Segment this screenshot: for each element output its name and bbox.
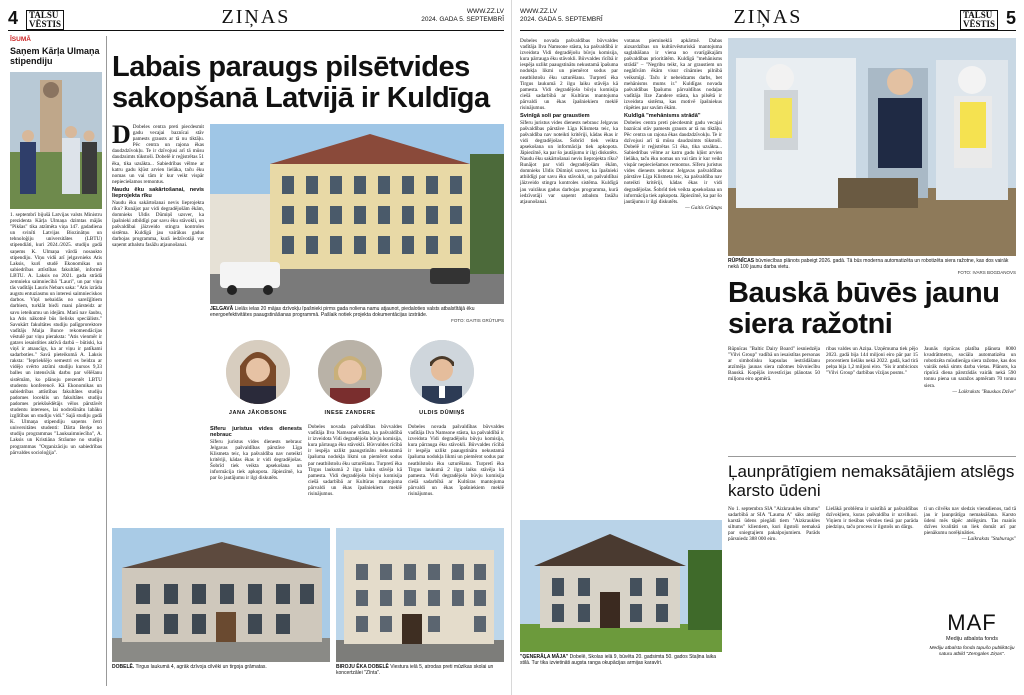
section-title: ZIŅAS bbox=[733, 6, 803, 28]
article-text: Dobeles centra preti piecdesmit gadu vecajai baznīcai stāv pamests grausts ar tā nu tiktāļu. Pēc centra un rajona ēkas daudzdzīvokļu. Te ir dzīvojusi arī tā mūsu daudzsimts tūkstoši. Dobelē ir reģistrētas 51 ēka, tika uzsākta... Sabiedrības vēlme ar katru gadu kļūst arvien lielāka, taču ēku nomas un vai tām ir kur veikt vispār nepieciešamos remontus. bbox=[112, 124, 204, 185]
portrait-jana bbox=[226, 340, 290, 404]
generala-maja-caption bbox=[520, 654, 722, 666]
article-text: Naudu ēku sakārtošanai nevis lieprojekta rīku? Runājot par vidi degradējošām ēkām, domnieks Uldis Dūmiņš uzsver, ka īpašnieki atbildīgi par savu ēku stāvokli, un pašvaldībai jāizveido stingra kontroles sistēma. Kuldīgā jau vairākus gadus darbojas programma, kurā iedzīvotāji var saņemt atbalstu fasāžu atjaunošanai. bbox=[520, 156, 618, 205]
caption-label: DOBELĒ. bbox=[112, 664, 135, 670]
maf-name: Mediju atbalsta fonds bbox=[946, 636, 998, 642]
subhead-siferu: Sīferu juristus vides dienests nebrauc bbox=[210, 426, 302, 439]
article-text: Sīferu juristus vides dienests nebrauc Jelgavas pašvaldības pārstāve Līga Klismeta teic, ka pašvaldība nav noteikti kritēriji, kādas ēkas ir vidi degradējošas. Šobrīd tiek veikta apsekošana un informācija tiek apkopota. Jāpiezīmē, ka par šo jautājumu ir ilgi diskutēts. bbox=[520, 119, 618, 156]
caption-text: būvniecības plānots pabeigt 2026. gadā. Tā būs moderna automatizēta un robotizēta siera ražotne, kas dos vairāk nekā 100 jaunu darba vietu. bbox=[728, 258, 1009, 270]
office-photo bbox=[336, 528, 504, 662]
caption-text: Tirgus laukumā 4, agrāk dzīvoja cilvēki un tirgoja grāmatas. bbox=[135, 664, 267, 670]
subhead-svinigakoli: Svinīgā soli par graustiem bbox=[520, 113, 590, 120]
water-column-3 bbox=[924, 506, 1016, 606]
sidebar-photo bbox=[10, 72, 102, 209]
article-text: Jaunās ripnīcas platība plānota 8000 kvadrātmetru, sociāla automatizēta un robotizēta mūsdienīga siera ražotne, kas dos vairāk nekā simts darba vietas. Plānots, ka ripnīcā diena pārstrādās vairāk nekā 590 tonnu piena un saražos apmēram 70 tonnu siera. bbox=[924, 346, 1016, 389]
maf-logo: MAF bbox=[947, 610, 997, 635]
caption-label: JELGAVĀ bbox=[210, 306, 234, 312]
person-name-3: ULDIS DŪMIŅŠ bbox=[419, 410, 465, 416]
newspaper-logo: TALSU VĒSTIS bbox=[26, 10, 64, 30]
meta-url: WWW.ZZ.LV bbox=[466, 8, 504, 15]
article-text: votanas piemineklā apkārtnē. Dabas aizsardzības un kultūrvēsturiskā mantojuma saglabāšana ir viena no svarīgākajām pašvaldības prioritātēm. Kuldīgā "mehānisms strādā" – "Negribu teikt, ka ar graustiem un negātīvām ēkām visur cīnāmies pilnībā veiksmīgi. Taču ir nebeidzams darbs, bet mehānisms mums ir." Kuldīgas novada pašvaldības Īpašumu pārvaldības nodaļas vadītāja Ilze Zandere stāsta, ka pilsētā ir izveidota sistēma, kas motivē īpašniekus rūpēties par savām ēkām. bbox=[624, 38, 722, 112]
caption-text: Viestura ielā 5, atrodas preti mūzikas skolai un koncertzālei "Zīnta". bbox=[336, 664, 494, 676]
article-text: Dobeles novada pašvaldības būvvaldes vadītāja Ilva Namsone stāsta, ka pašvaldībā ir izveidota Vidi degradējošu būvju komisija, kura pārrauga ēku stāvokli. Būvvaldes rīcībā ir iespēja uzlikt paaugstinātu nekustamā īpašuma nodokļa likmi un piemērot sodus par neatbilstošu ēku uzturēšanu. Turpretī ēka Tirgus laukumā 2 ilgu laiku stāvēja kā pamesta. Vidi degradējošo būvju komisija ciešā sadarbībā ar Kultūras mantojuma pārvaldi un ēkas īpašniekiem meklē risinājumus. bbox=[520, 38, 618, 112]
article-text: Dobeles novada pašvaldības būvvaldes vadītāja Ilva Namsone stāsta, ka pašvaldībā ir izveidota Vidi degradējošu būvju komisija, kura pārrauga ēku stāvokli. Būvvaldes rīcībā ir iespēja uzlikt paaugstinātu nekustamā īpašuma nodokļa likmi un piemērot sodus par neatbilstošu ēku uzturēšanu. Turpretī ēka Tirgus laukumā 2 ilgu laiku stāvēja kā pamesta. Vidi degradējošo būvju komisija ciešā sadarbībā ar Kultūras mantojuma pārvaldi un ēkas īpašniekiem meklē risinājumus. bbox=[308, 424, 402, 498]
sidebar-headline: Saņem Kārļa Ulmaņa stipendiju bbox=[10, 46, 100, 66]
caption-label: RŪPNĪCAS bbox=[728, 258, 755, 264]
article-text: Sīferu juristus vides dienests nebrauc Jelgavas pašvaldības pārstāve Līga Klismeta teic, ka pašvaldība nav noteikti kritēriji, kādas ēkas ir vidi degradējošas. Šobrīd tiek veikta apsekošana un informācija tiek apkopota. Jāpiezīmē, ka par šo jautājumu ir ilgi diskutēts. bbox=[624, 162, 722, 205]
caption-label: BIROJU ĒKA DOBELĒ bbox=[336, 664, 389, 670]
dobele-photo bbox=[112, 528, 330, 662]
section-rule bbox=[728, 456, 1016, 457]
section-title: ZIŅAS bbox=[221, 6, 291, 28]
article-column-2 bbox=[210, 424, 302, 520]
office-caption bbox=[336, 664, 504, 676]
headline-karstais-udens: Ļaunprātīgiem nemaksātājiem atslēgs karsto ūdeni bbox=[728, 462, 1015, 500]
caption-text: Lielās ielas 20 mājas dzīvokļu īpašnieki pirms gada noliena namu atjaunot, piedaloties valsts atbalstītājā ēku energoefektivitātes paaugstināšanas programmā. Pašlaik notiek projekta dokumentācijas izstrāde. bbox=[210, 306, 475, 318]
article-signature: — Laikraksts "Bauskas Dzīve" bbox=[952, 388, 1016, 395]
drop-cap: D bbox=[112, 124, 131, 149]
header-rule bbox=[520, 30, 1016, 31]
generala-maja-photo bbox=[520, 520, 722, 652]
page-header bbox=[512, 6, 1024, 28]
article-text: Sīferu juristus vides dienests nebrauc Jelgavas pašvaldības pārstāve Līga Klismeta teic, ka pašvaldība nav noteikti kritēriji, kādas ēkas ir vidi degradējošas. Šobrīd tiek veikta apsekošana un informācija tiek apkopota. Jāpiezīmē, ka par šo jautājumu ir ilgi diskutēts. bbox=[210, 438, 302, 482]
water-column-1: No 1. septembra SIA "Aizkraukles siltums" sadarbībā ar SIA "Lauma A" sāks atslēgt karstā ūdens piegādi tiem "Aizkraukles siltums" klientiem, kuri ilgstoši nemaksā par sniegtajiem pakalpojumiem. Parāds pārsniedz 388 000 eiro. bbox=[728, 506, 820, 543]
portrait-uldis bbox=[410, 340, 474, 404]
factory-caption bbox=[728, 258, 1016, 276]
newspaper-logo: TALSU VĒSTIS bbox=[960, 10, 998, 30]
person-name-2: INESE ZANDERE bbox=[324, 410, 376, 416]
portrait-inese bbox=[318, 340, 382, 404]
caption-text: Dobelē, Skolas ielā 9, būvēta 20. gadsimta 50. gados Staļina laika stilā. Tur tika izvietināti augsta ranga okupācijas armijas karavīri. bbox=[520, 654, 717, 666]
article-text: ti un cilvēks nav sledzis viensdienos, tad tā jau ir ļaunprātīga nemaksāšana. Karsto ūdeni mēs tāpēc atslēgsim. Tas mainīs dzīves kvalitāti un liek domāt arī par pienākumu norēķināties. bbox=[924, 506, 1016, 537]
article-text: Dobeles centra preti piecdesmit gadu vecajai baznīcai stāv pamests grausts ar tā nu tiktāļu. Pēc centra un rajona ēkas daudzdzīvokļu. Te ir dzīvojusi arī tā mūsu daudzsimts tūkstoši. Dobelē ir reģistrētas 51 ēka, tika uzsākta... Sabiedrības vēlme ar katru gadu kļūst arvien lielāka, taču ēku nomas un vai tām ir kur veikt vispār nepieciešamos remontus. bbox=[624, 119, 722, 169]
article-text: Dobeles novada pašvaldības būvvaldes vadītāja Ilva Namsone stāsta, ka pašvaldībā ir izveidota Vidi degradējošu būvju komisija, kura pārrauga ēku stāvokli. Būvvaldes rīcībā ir iespēja uzlikt paaugstinātu nekustamā īpašuma nodokļa likmi un piemērot sodus par neatbilstošu ēku uzturēšanu. Turpretī ēka Tirgus laukumā 2 ilgu laiku stāvēja kā pamesta. Vidi degradējošo būvju komisija ciešā sadarbībā ar Kultūras mantojuma pārvaldi un ēkas īpašniekiem meklē risinājumus. bbox=[408, 424, 504, 498]
continuation-column-1 bbox=[520, 38, 618, 516]
right-page bbox=[512, 0, 1024, 695]
bauska-column-1: Rūpnīcas "Baltic Dairy Board" iesniedzēja "Vilvi Group" vadībā un iesaistītas personas ar simbolisku kapsulas iestrādāšanu atzīmēja jaunas siera ražotnes būvniecību Bauskā. Kopējās investīcijas plānotas 50 miljonu eiro apmērā. bbox=[728, 346, 820, 383]
dobele-caption bbox=[112, 664, 330, 670]
subhead-kuldiga: Kuldīgā "mehānisms strādā" bbox=[624, 113, 701, 120]
water-column-2: Lielākā problēma ir saistībā ar pašvaldības dzīvokļiem, kuras pašvaldība ir uzvilkusi. Viņiem ir tiesības vērsties tiesā par parāda piedziņu, taču process ir ilgstošs un dārgs. bbox=[826, 506, 918, 531]
page-header bbox=[0, 6, 512, 28]
column-divider bbox=[106, 36, 107, 686]
article-column-1 bbox=[112, 124, 204, 520]
caption-label: "ĢENERĀĻA MĀJA" bbox=[520, 654, 569, 660]
sidebar-kicker: ĪSUMĀ bbox=[10, 36, 31, 43]
jelgava-photo bbox=[210, 124, 504, 304]
bauska-column-3 bbox=[924, 346, 1016, 450]
article-signature: — Laikraksts "Staburags" bbox=[961, 536, 1016, 543]
main-headline: Labais paraugs pilsētvides sakopšanā Latvijā ir Kuldīga bbox=[112, 51, 490, 114]
factory-photo bbox=[728, 38, 1016, 256]
maf-note: Mediju atbalsta fonda tapušo publikāciju saturu atbild "Zemgales Ziņas". bbox=[929, 646, 1015, 657]
meta-date: 2024. GADA 5. SEPTEMBRĪ bbox=[421, 16, 504, 23]
photo-credit: FOTO: IVARS BOGDANOVS bbox=[957, 270, 1016, 275]
person-name-1: JANA JĀKOBSONE bbox=[228, 410, 288, 416]
page-number: 5 bbox=[1005, 8, 1016, 28]
jelgava-caption bbox=[210, 306, 504, 324]
photo-credit: FOTO: GAITIS GRŪTUPS bbox=[451, 318, 504, 323]
article-signature: — Gaitis Grūtups bbox=[685, 204, 722, 211]
article-text: Naudu ēku sakārtošanai nevis lieprojekta rīku? Runājot par vidi degradējošām ēkām, domnieks Uldis Dūmiņš uzsver, ka īpašnieki atbildīgi par savu ēku stāvokli, un pašvaldībai jāizveido stingra kontroles sistēma. Kuldīgā jau vairākus gadus darbojas programma, kurā iedzīvotāji var saņemt atbalstu fasāžu atjaunošanai. bbox=[112, 199, 204, 249]
header-rule bbox=[8, 30, 504, 31]
headline-bauska: Bauskā būvēs jaunu siera ražotni bbox=[728, 277, 1000, 340]
article-column-3 bbox=[308, 424, 402, 520]
subhead-naudu: Naudu ēku sakārtošanai, nevis lieprojekta rīku bbox=[112, 186, 204, 200]
header-meta bbox=[421, 8, 504, 24]
continuation-column-2 bbox=[624, 38, 722, 516]
meta-url: WWW.ZZ.LV bbox=[520, 8, 558, 15]
page-number: 4 bbox=[8, 8, 19, 28]
article-column-4 bbox=[408, 424, 504, 520]
bauska-column-2: ribas valdes un Aziņa. Uzņēmuma tiek pējo 2023. gadā bija 144 miljoni eiro pār par 15 procentiem lielāks nekā 2022. gadā, kad tirā pelņa bija 1,2 miljoni eiro. "Sis ir ambiciozs "Vilvi Group" darbības vīzijas posms." bbox=[826, 346, 918, 377]
meta-date: 2024. GADA 5. SEPTEMBRĪ bbox=[520, 16, 603, 23]
sidebar-text: 1. septembrī bijušā Latvijas valsts Ministru prezidenta Kārļa Ulmaņa dzimtas mājās "Pikšas" tika atzīmēta viņa 147. gadadiena un svinīti Latvijas Biozinātņu un tehnoloģiju universitātes (LBTU) stipendiāti, kuri 2024./2025. studiju gadā saņems K. Ulmaņa vārdā nosaukto stipendiju. Viņu vidū arī jelgavnieks Atis Laksis, kurš studē Ekonomikas un sabiedrības attīstības fakultātē, informē LBTU. A. Laksis no 2021. gada strādā zemnieku saimniecībā "Lauri", un par viņu tās vadītājs Lauris Nebars saka: "Atis izrāda augstu entuziasmu un interesi saimnieciskos darbos. Viņš nebaidās no sarežģītiem darbiem, turklāt bieži mani pārsteidz ar savu ieteikumu un idejām. Manī nav šaubu, ka Atis nākotnē būs lielisks speciālists." Savukārt fakultātes studiju palīgprorektore vadītājs Maija Bunce rekomendācijas vēstulē par viņu pieraksta: "Atis vienmēr ir gatavs iesaistīties aktīvā darbā – būtiski, ka viņš ir atsaucīgs, ka ar viņu ir patīkami sadarboties." Savā pieteikumā A. Laksis raksta: "Iepriekšējo semestri es beidzu ar vidējo svērto atzīmi studiju kursos 9,33 balles un intensīvāk darbu par vēlēšanu sistēmām, ko plānoju prezentēt LBTU studentu konferencē. Kā Ekonomikas un sabiedrības attīstības fakultātes studiju padomes loceklis un fakultātes studiju padomes priekšsēdētājs vēlos pārstāvēt studentu intereses, lai nodrošinātu labāku izglītības un studiju vidi." Sajā studiju gadā K. Ulmaņa stipendiju saņems četri universitātes studenti: Dārta Berķe no studiju programmas "Lauksaimniecība", A. Laksis un Kristiāna Strāume no studiju programmas "Organizāciju un sabiedrības pārvaldes socioloģija". bbox=[10, 212, 102, 456]
